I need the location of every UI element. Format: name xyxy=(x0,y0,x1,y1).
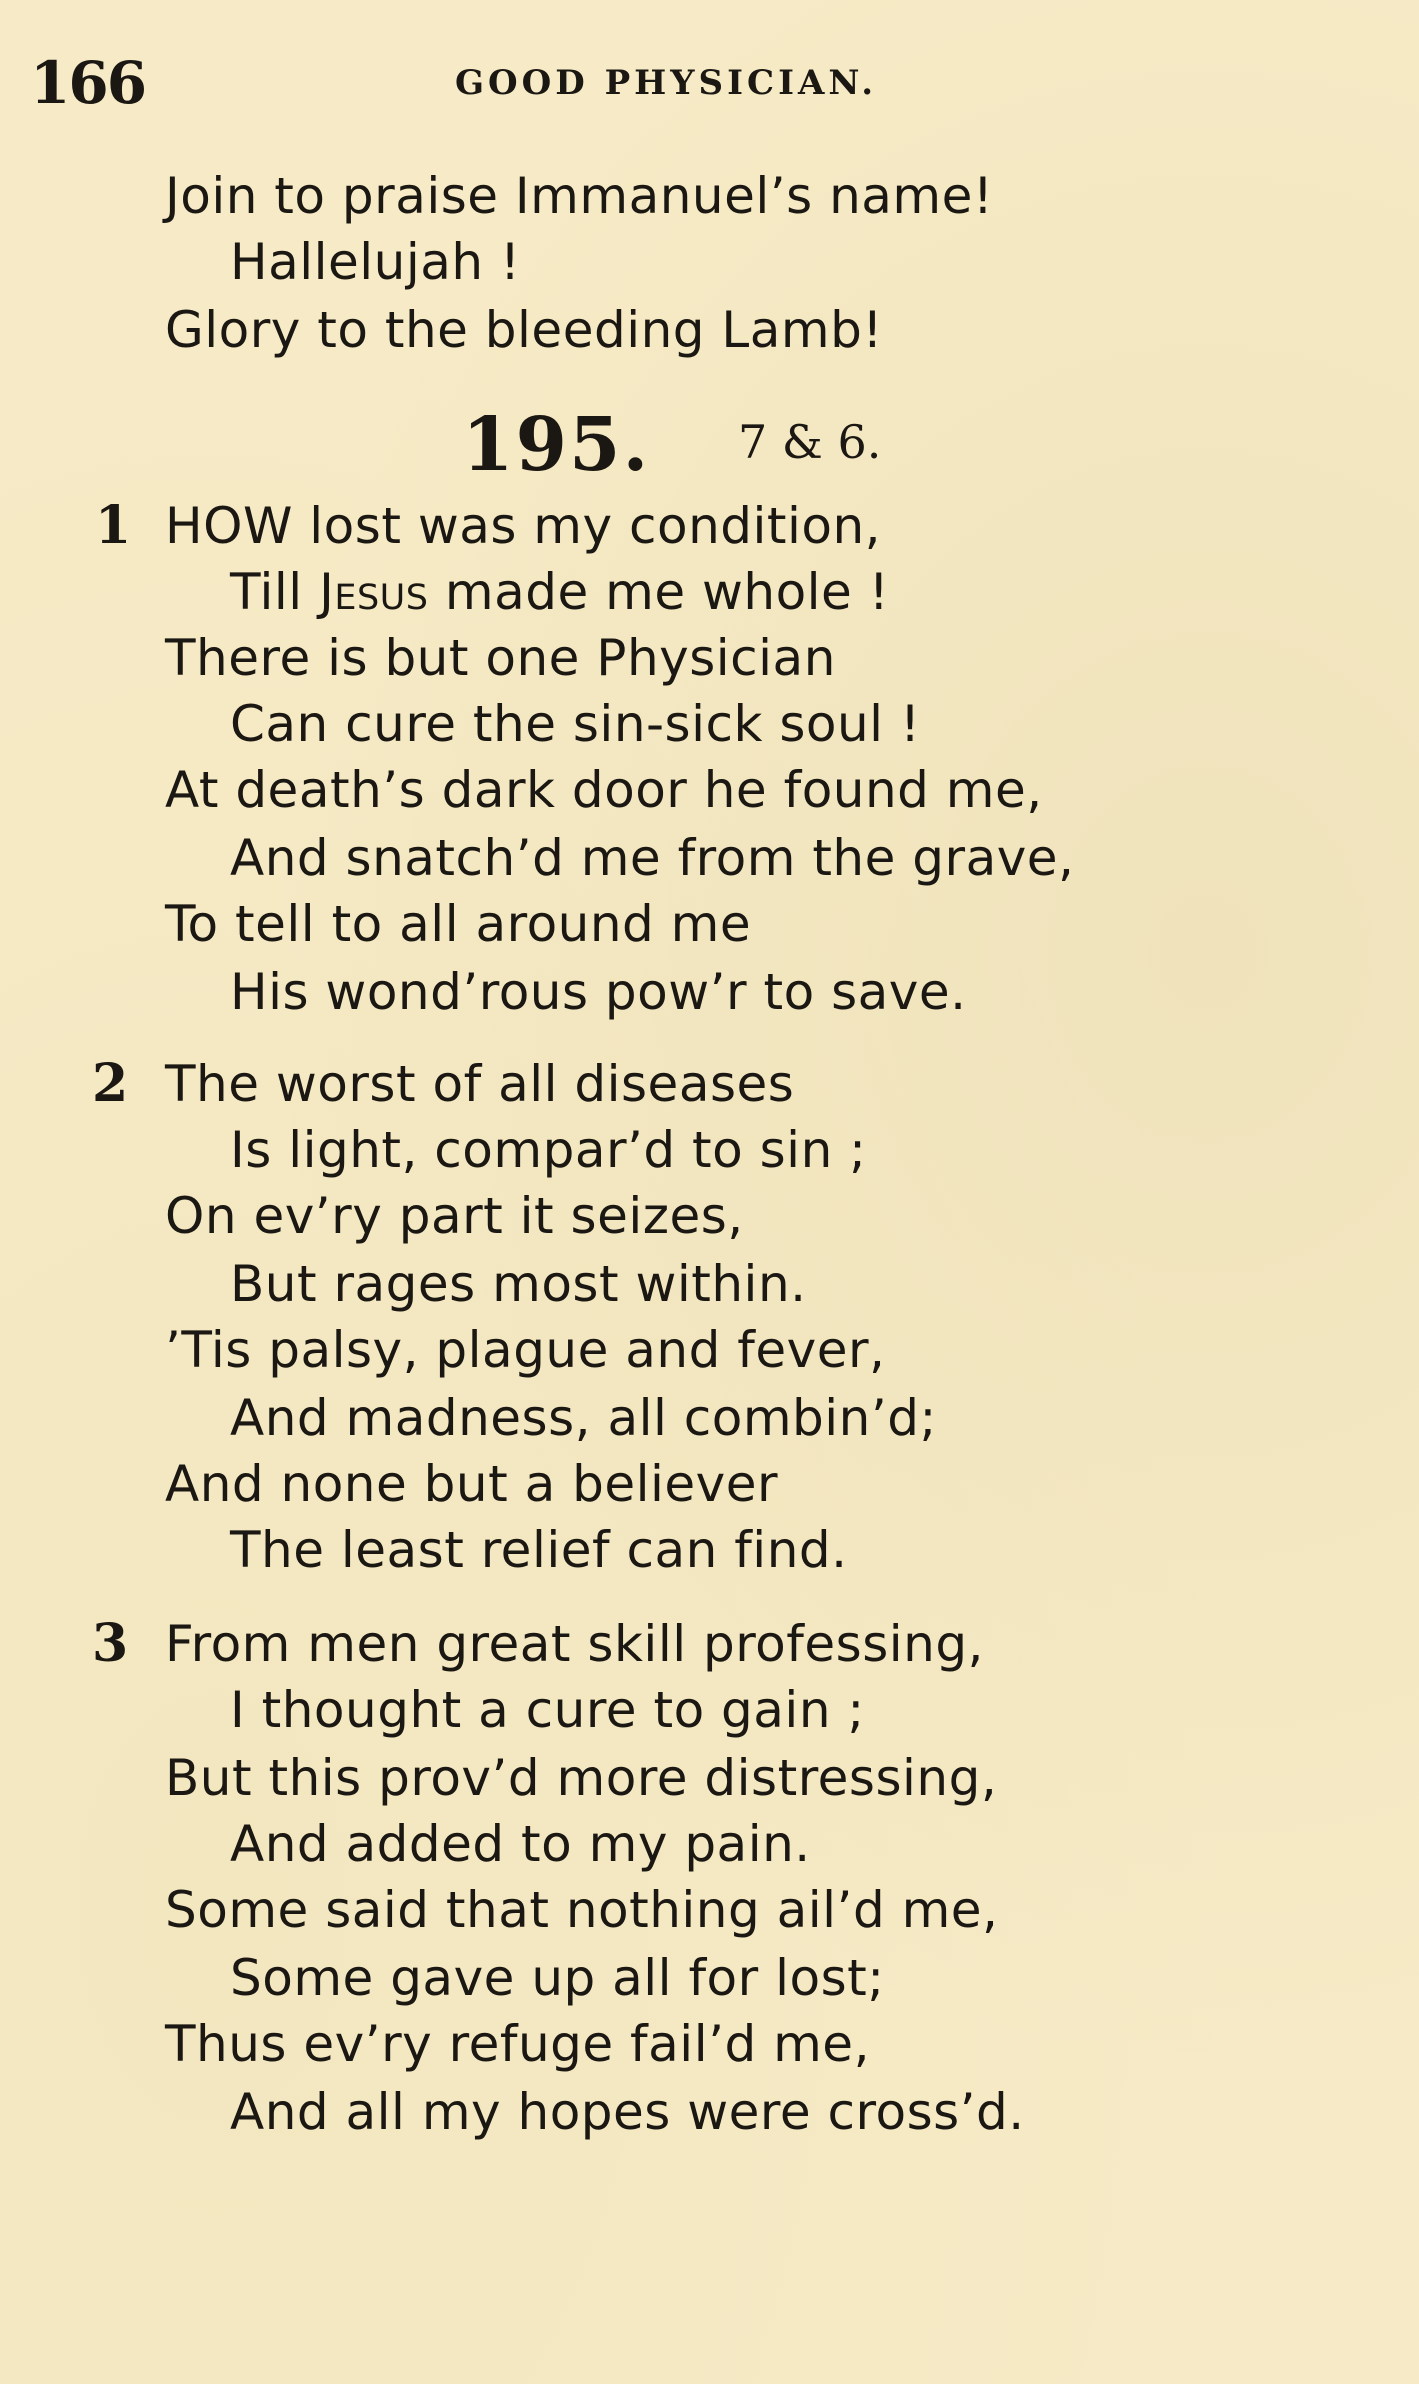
verse-line: Is light, compar’d to sin ; xyxy=(230,1121,867,1179)
verse-line: On ev’ry part it seizes, xyxy=(165,1187,744,1245)
verse-line: And snatch’d me from the grave, xyxy=(230,829,1075,887)
verse-line: Can cure the sin-sick soul ! xyxy=(230,695,921,753)
verse-line: From men great skill professing, xyxy=(165,1615,984,1673)
verse-line: Thus ev’ry refuge fail’d me, xyxy=(165,2015,870,2073)
verse-line: His wond’rous pow’r to save. xyxy=(230,963,967,1021)
verse-line xyxy=(230,562,889,622)
verse-line: Some said that nothing ail’d me, xyxy=(165,1881,999,1939)
verse-line: And all my hopes were cross’d. xyxy=(230,2083,1025,2141)
verse-line: At death’s dark door he found me, xyxy=(165,761,1043,819)
verse-line: And added to my pain. xyxy=(230,1815,811,1873)
jesus-smallcaps: Jesus xyxy=(319,563,429,621)
page-number: 166 xyxy=(30,49,146,117)
verse-line: But rages most within. xyxy=(230,1255,807,1313)
verse-line-end: made me whole ! xyxy=(428,563,890,621)
verse-line-start: Till xyxy=(230,563,320,621)
verse-line: But this prov’d more distressing, xyxy=(165,1749,998,1807)
verse-number: 3 xyxy=(92,1613,129,1674)
verse-line: The worst of all diseases xyxy=(165,1055,795,1113)
continuation-line: Join to praise Immanuel’s name! xyxy=(165,167,994,225)
hymn-meter: 7 & 6. xyxy=(738,415,882,469)
verse-line: The least relief can find. xyxy=(230,1521,848,1579)
verse-line: I thought a cure to gain ; xyxy=(230,1681,865,1739)
page-header xyxy=(0,48,1419,118)
continuation-line: Hallelujah ! xyxy=(230,233,521,291)
verse-line: Some gave up all for lost; xyxy=(230,1949,885,2007)
verse-line: And madness, all combin’d; xyxy=(230,1389,937,1447)
verse-line: To tell to all around me xyxy=(165,895,752,953)
verse-number: 2 xyxy=(92,1053,129,1114)
running-head: GOOD PHYSICIAN. xyxy=(455,63,878,103)
continuation-line: Glory to the bleeding Lamb! xyxy=(165,301,883,359)
verse-line: ’Tis palsy, plague and fever, xyxy=(165,1321,886,1379)
verse-line: HOW lost was my condition, xyxy=(165,497,882,555)
verse-line: There is but one Physician xyxy=(165,629,836,687)
verse-number: 1 xyxy=(95,495,132,556)
hymn-number: 195. xyxy=(462,402,651,488)
verse-line: And none but a believer xyxy=(165,1455,779,1513)
